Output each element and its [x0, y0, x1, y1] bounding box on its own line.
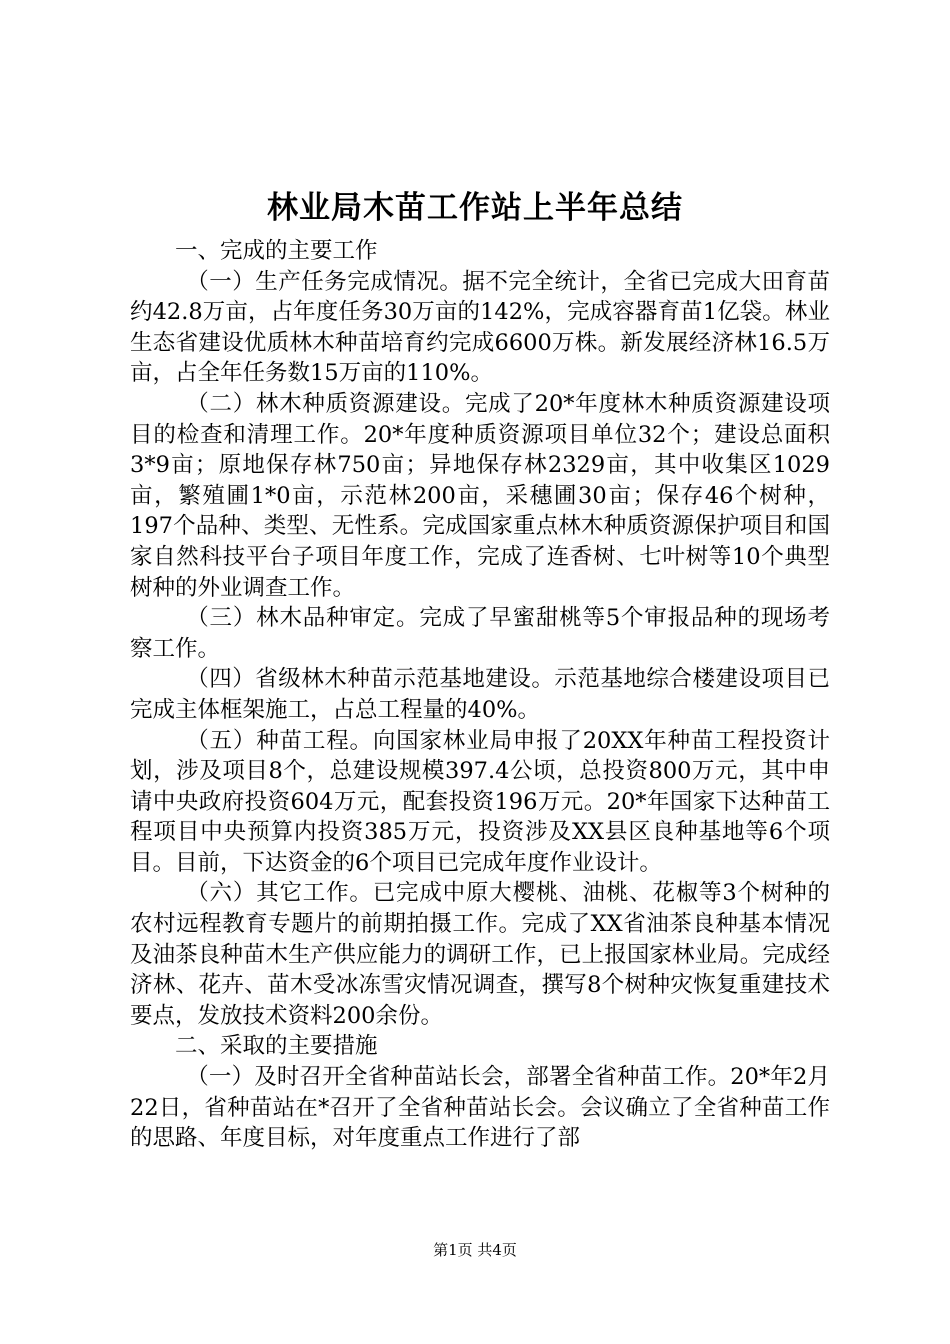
paragraph-other-work: （六）其它工作。已完成中原大樱桃、油桃、花椒等3个树种的农村远程教育专题片的前期拍摄工作。完成了XX省油茶良种基本情况及油茶良种苗木生产供应能力的调研工作，已上报国家林业局。完成经济林、花卉、苗木受冰冻雪灾情况调查，撰写8个树种灾恢复重建技术要点，发放技术资料200余份。: [130, 880, 830, 1029]
paragraph-variety-approval: （三）林木品种审定。完成了早蜜甜桃等5个审报品种的现场考察工作。: [130, 605, 830, 662]
document-title: 林业局木苗工作站上半年总结: [267, 190, 683, 226]
paragraph-production-tasks: （一）生产任务完成情况。据不完全统计，全省已完成大田育苗约42.8万亩，占年度任务30万亩的142%，完成容器育苗1亿袋。林业生态省建设优质林木种苗培育约完成6600万株。新发展经济林16.5万亩，占全年任务数15万亩的110%。: [130, 268, 830, 387]
section-heading-1: 一、完成的主要工作: [175, 238, 378, 264]
paragraph-demo-base: （四）省级林木种苗示范基地建设。示范基地综合楼建设项目已完成主体框架施工，占总工程量的40%。: [130, 666, 830, 723]
paragraph-meeting: （一）及时召开全省种苗站长会，部署全省种苗工作。20*年2月22日，省种苗站在*召开了全省种苗站长会。会议确立了全省种苗工作的思路、年度目标，对年度重点工作进行了部: [130, 1064, 830, 1152]
page-indicator: 第1页 共4页: [433, 1241, 517, 1259]
section-heading-2: 二、采取的主要措施: [175, 1033, 378, 1060]
document-body: [130, 236, 830, 1154]
paragraph-germplasm-resources: （二）林木种质资源建设。完成了20*年度林木种质资源建设项目的检查和清理工作。20*年度种质资源项目单位32个；建设总面积3*9亩；原地保存林750亩；异地保存林2329亩，其中收集区1029亩，繁殖圃1*0亩，示范林200亩，采穗圃30亩；保存46个树种，197个品种、类型、无性系。完成国家重点林木种质资源保护项目和国家自然科技平台子项目年度工作，完成了连香树、七叶树等10个典型树种的外业调查工作。: [130, 390, 830, 601]
paragraph-seedling-project: （五）种苗工程。向国家林业局申报了20XX年种苗工程投资计划，涉及项目8个，总建设规模397.4公顷，总投资800万元，其中申请中央政府投资604万元，配套投资196万元。20*年国家下达种苗工程项目中央预算内投资385万元，投资涉及XX县区良种基地等6个项目。目前，下达资金的6个项目已完成年度作业设计。: [130, 727, 830, 876]
